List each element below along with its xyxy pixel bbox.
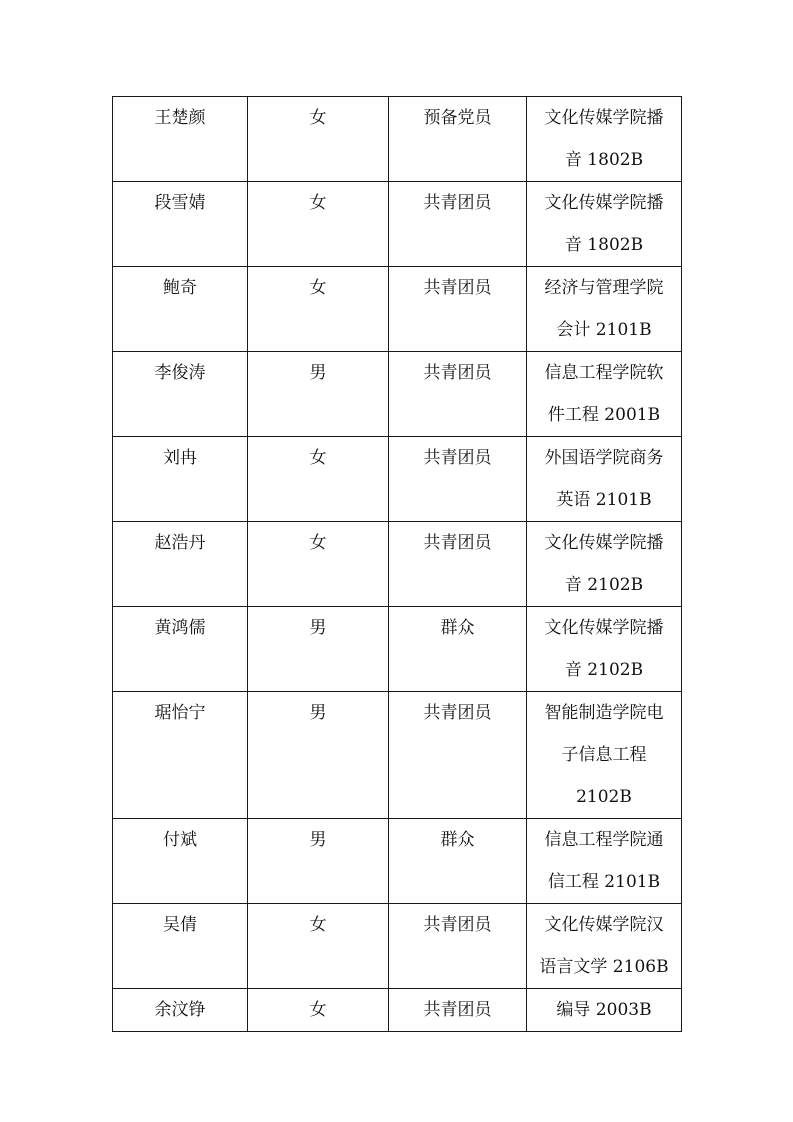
name-cell: 吴倩 [113,904,248,989]
name-cell: 余汶铮 [113,989,248,1032]
class-line: 编导 2003B [556,1000,652,1020]
gender-cell: 男 [248,692,389,819]
gender-cell: 女 [248,989,389,1032]
class-cell [527,692,682,819]
table-row [113,522,682,607]
gender-cell: 男 [248,352,389,437]
class-line: 英语 2101B [556,490,652,510]
class-line: 文化传媒学院播 [544,618,664,638]
class-line: 经济与管理学院 [544,278,664,298]
political-status-cell: 共青团员 [389,182,527,267]
class-line: 信息工程学院通 [544,830,664,850]
table-row [113,607,682,692]
class-cell [527,522,682,607]
class-cell [527,607,682,692]
political-status-cell: 群众 [389,607,527,692]
gender-cell: 女 [248,522,389,607]
table-row [113,904,682,989]
member-roster-table [112,96,682,1032]
class-cell [527,97,682,182]
class-line: 文化传媒学院汉 [544,915,664,935]
gender-cell: 女 [248,182,389,267]
class-cell [527,352,682,437]
table-row [113,97,682,182]
class-line: 子信息工程 [561,745,647,765]
name-cell: 琚怡宁 [113,692,248,819]
table-row [113,182,682,267]
class-line: 语言文学 2106B [539,957,669,977]
class-cell [527,267,682,352]
gender-cell: 女 [248,267,389,352]
name-cell: 刘冉 [113,437,248,522]
class-cell [527,819,682,904]
class-line: 音 2102B [564,575,644,595]
table-row [113,692,682,819]
political-status-cell: 共青团员 [389,522,527,607]
gender-cell: 女 [248,437,389,522]
class-cell [527,182,682,267]
political-status-cell: 共青团员 [389,989,527,1032]
political-status-cell: 共青团员 [389,692,527,819]
class-line: 音 2102B [564,660,644,680]
table-row [113,819,682,904]
class-line: 文化传媒学院播 [544,533,664,553]
class-cell [527,904,682,989]
class-line: 外国语学院商务 [544,448,664,468]
class-line: 音 1802B [564,235,644,255]
table-row [113,352,682,437]
class-line: 2102B [576,787,632,807]
class-line: 件工程 2001B [547,405,661,425]
gender-cell: 男 [248,607,389,692]
political-status-cell: 预备党员 [389,97,527,182]
class-line: 文化传媒学院播 [544,193,664,213]
name-cell: 赵浩丹 [113,522,248,607]
name-cell: 付斌 [113,819,248,904]
class-line: 智能制造学院电 [544,703,664,723]
table-row [113,437,682,522]
political-status-cell: 共青团员 [389,267,527,352]
class-cell [527,437,682,522]
name-cell: 段雪婧 [113,182,248,267]
name-cell: 鲍奇 [113,267,248,352]
table-row [113,989,682,1032]
political-status-cell: 群众 [389,819,527,904]
class-line: 信息工程学院软 [544,363,664,383]
gender-cell: 女 [248,97,389,182]
class-line: 信工程 2101B [547,872,661,892]
table-row [113,267,682,352]
class-line: 音 1802B [564,150,644,170]
class-line: 会计 2101B [556,320,652,340]
name-cell: 王楚颜 [113,97,248,182]
political-status-cell: 共青团员 [389,904,527,989]
political-status-cell: 共青团员 [389,437,527,522]
class-line: 文化传媒学院播 [544,108,664,128]
class-cell [527,989,682,1032]
name-cell: 李俊涛 [113,352,248,437]
name-cell: 黄鸿儒 [113,607,248,692]
gender-cell: 女 [248,904,389,989]
gender-cell: 男 [248,819,389,904]
political-status-cell: 共青团员 [389,352,527,437]
